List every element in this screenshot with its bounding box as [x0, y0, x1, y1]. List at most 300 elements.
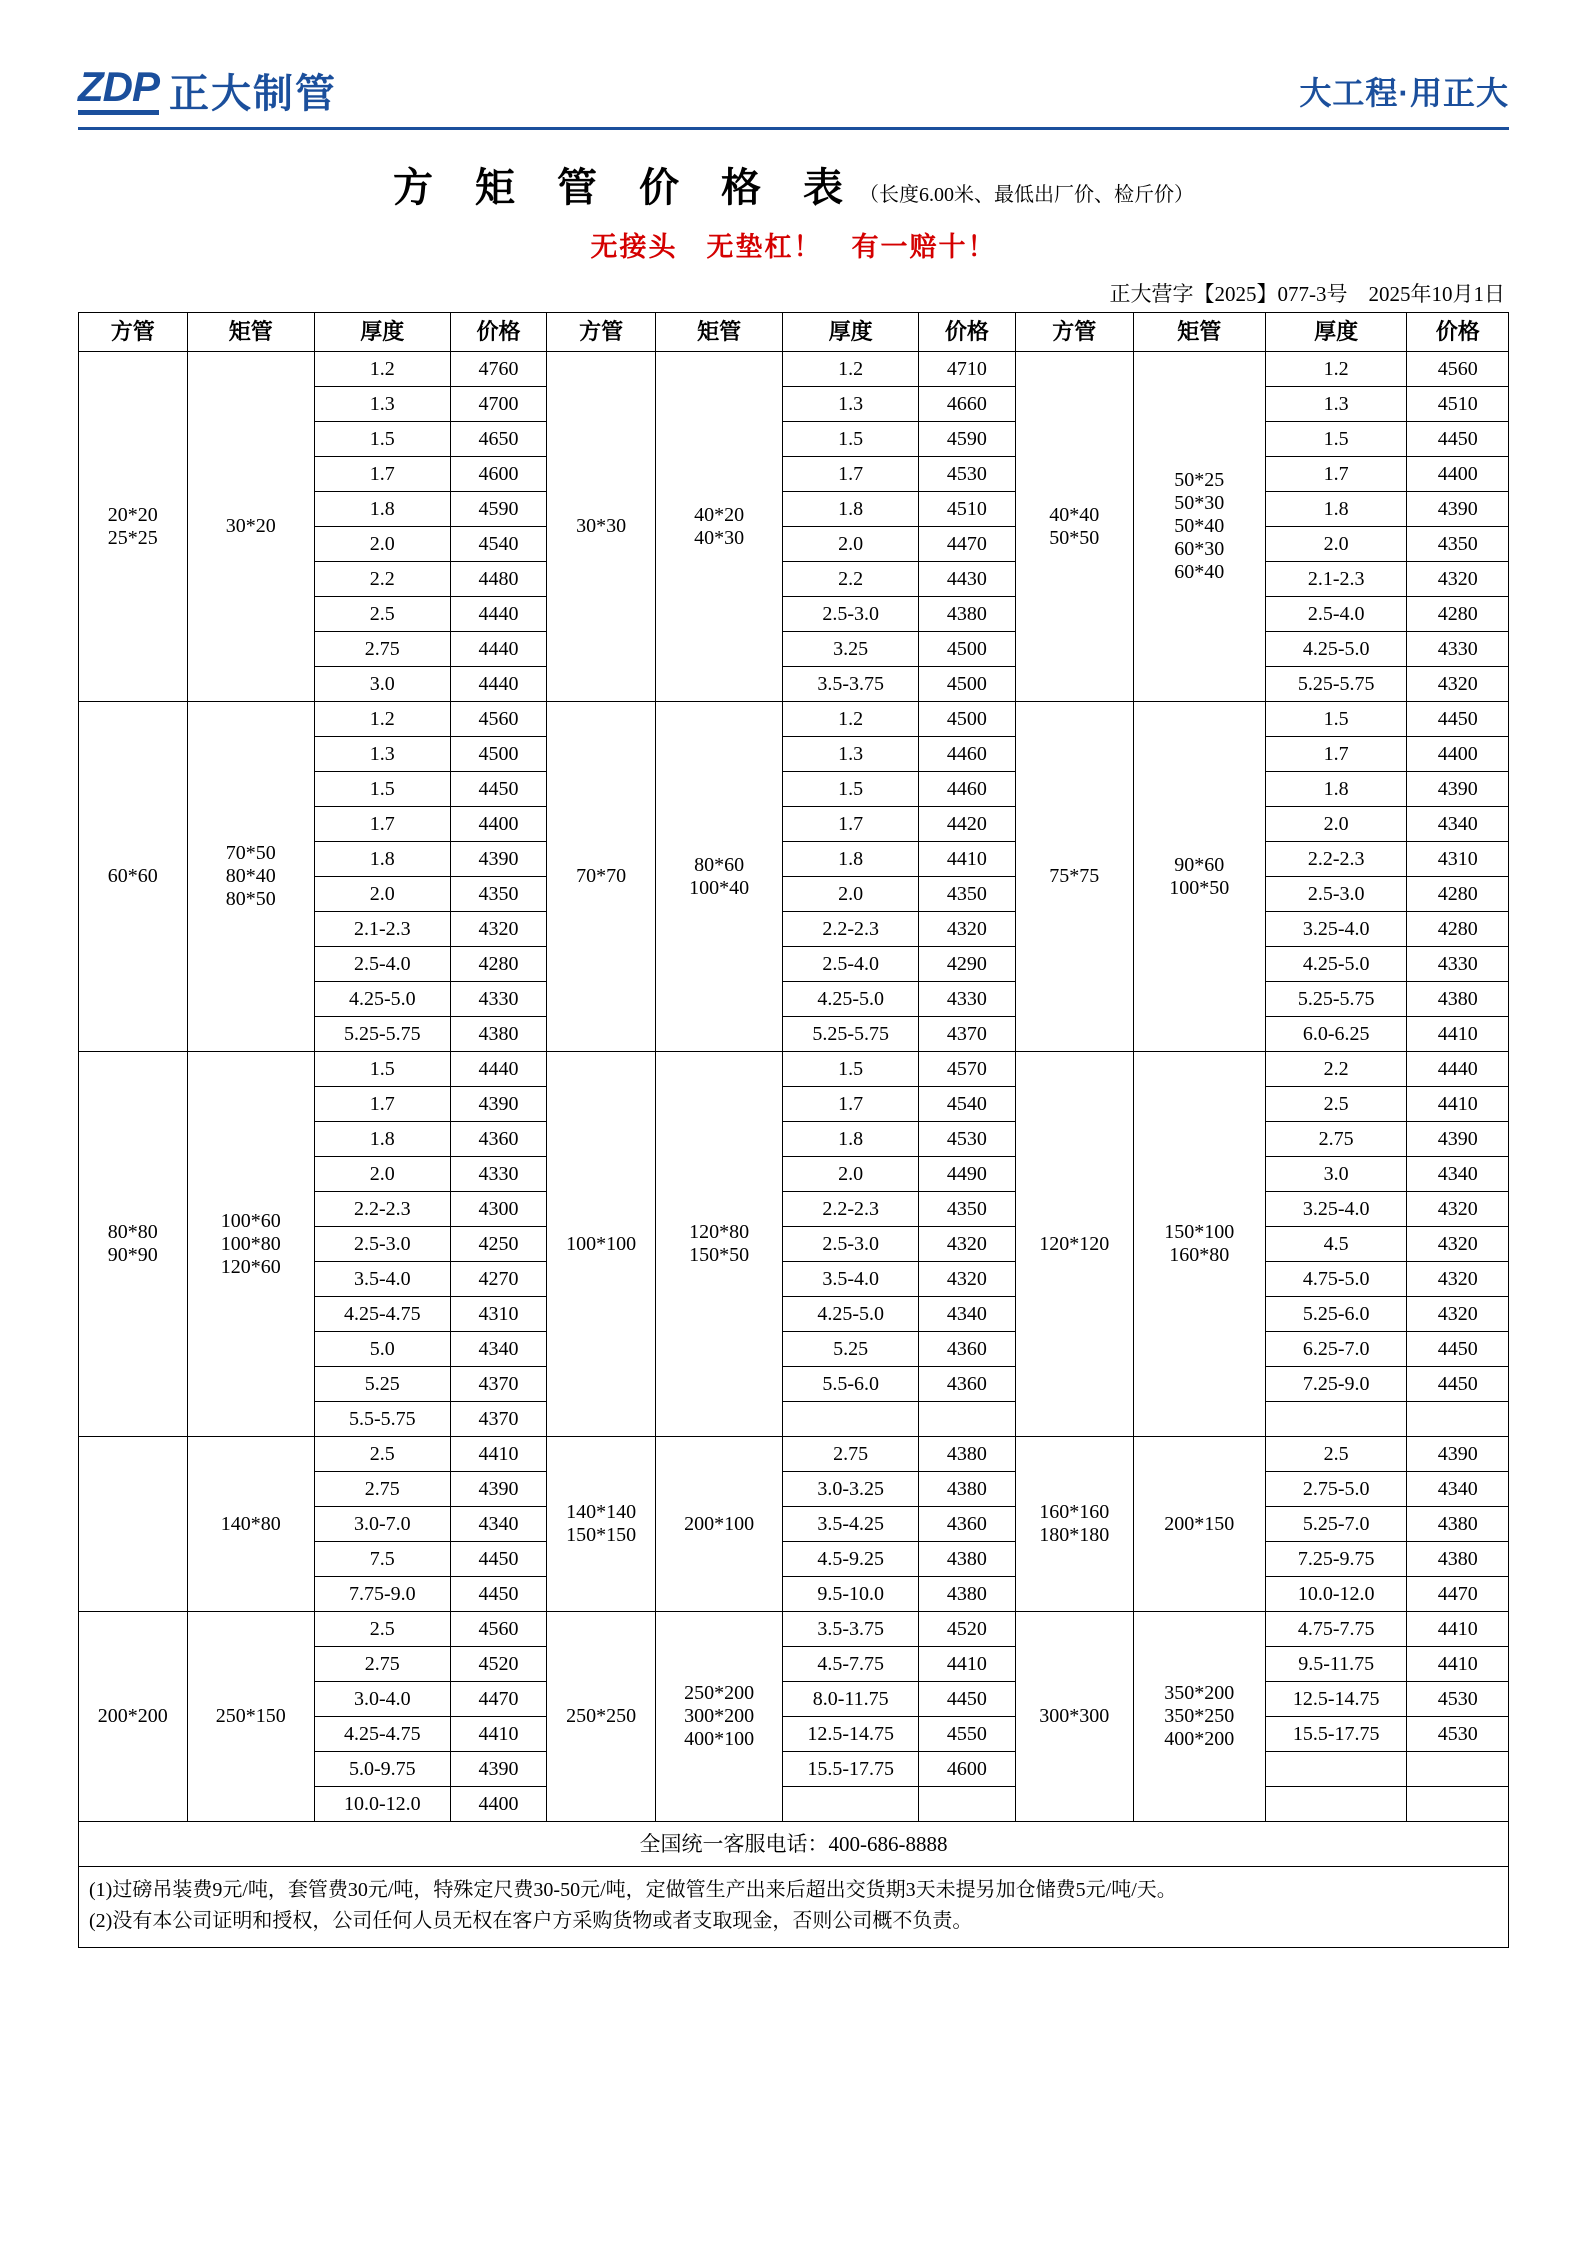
- thickness-cell: 5.25-7.0: [1265, 1507, 1407, 1542]
- thickness-cell: 2.2: [1265, 1052, 1407, 1087]
- thickness-cell: 1.5: [1265, 702, 1407, 737]
- thickness-cell: 1.5: [1265, 422, 1407, 457]
- price-cell: 4410: [450, 1437, 547, 1472]
- rect-spec-cell: 30*20: [187, 352, 314, 702]
- thickness-cell: 2.2-2.3: [314, 1192, 450, 1227]
- square-spec-cell: 60*60: [79, 702, 188, 1052]
- thickness-cell: 1.7: [314, 457, 450, 492]
- page-header: [78, 0, 1509, 119]
- brand-name: 正大制管: [169, 72, 337, 116]
- rect-spec-cell: 40*20 40*30: [655, 352, 782, 702]
- thickness-cell: 7.25-9.75: [1265, 1542, 1407, 1577]
- thickness-cell: 9.5-11.75: [1265, 1647, 1407, 1682]
- thickness-cell: 3.5-3.75: [783, 667, 919, 702]
- thickness-cell: 4.25-4.75: [314, 1297, 450, 1332]
- price-cell: 4600: [919, 1752, 1016, 1787]
- rect-spec-cell: 80*60 100*40: [655, 702, 782, 1052]
- table-row: [79, 1612, 1509, 1647]
- price-cell: 4380: [919, 1472, 1016, 1507]
- thickness-cell: 2.2-2.3: [783, 912, 919, 947]
- price-cell: 4410: [1407, 1647, 1509, 1682]
- thickness-cell: 10.0-12.0: [314, 1787, 450, 1822]
- price-cell: 4330: [1407, 947, 1509, 982]
- thickness-cell: 12.5-14.75: [1265, 1682, 1407, 1717]
- price-cell: 4330: [1407, 632, 1509, 667]
- thickness-cell: 2.5: [314, 1612, 450, 1647]
- thickness-cell: 3.0-7.0: [314, 1507, 450, 1542]
- price-cell: 4330: [450, 1157, 547, 1192]
- price-cell: 4270: [450, 1262, 547, 1297]
- thickness-cell: 1.7: [783, 457, 919, 492]
- thickness-cell: 1.2: [314, 352, 450, 387]
- price-cell: 4520: [450, 1647, 547, 1682]
- price-cell: 4590: [450, 492, 547, 527]
- table-row: [79, 1437, 1509, 1472]
- rect-spec-cell: 50*25 50*30 50*40 60*30 60*40: [1133, 352, 1265, 702]
- price-cell: 4410: [919, 842, 1016, 877]
- price-cell: 4440: [1407, 1052, 1509, 1087]
- thickness-cell: 4.25-5.0: [1265, 947, 1407, 982]
- price-cell: 4390: [450, 1087, 547, 1122]
- thickness-cell: 1.2: [314, 702, 450, 737]
- price-cell: 4310: [1407, 842, 1509, 877]
- table-header-row: [79, 313, 1509, 352]
- col-header: 厚度: [783, 313, 919, 352]
- rect-spec-cell: 70*50 80*40 80*50: [187, 702, 314, 1052]
- header-divider: [78, 127, 1509, 130]
- thickness-cell: 4.25-4.75: [314, 1717, 450, 1752]
- price-cell: [1407, 1402, 1509, 1437]
- col-header: 方管: [547, 313, 656, 352]
- price-cell: 4530: [1407, 1717, 1509, 1752]
- price-cell: 4320: [919, 1227, 1016, 1262]
- thickness-cell: 5.25-5.75: [1265, 667, 1407, 702]
- price-cell: 4410: [1407, 1087, 1509, 1122]
- price-cell: 4500: [919, 632, 1016, 667]
- thickness-cell: 15.5-17.75: [783, 1752, 919, 1787]
- thickness-cell: 6.0-6.25: [1265, 1017, 1407, 1052]
- table-body: [79, 352, 1509, 1822]
- thickness-cell: 1.8: [783, 842, 919, 877]
- price-cell: 4450: [1407, 702, 1509, 737]
- thickness-cell: 2.5-3.0: [1265, 877, 1407, 912]
- square-spec-cell: 200*200: [79, 1612, 188, 1822]
- thickness-cell: 8.0-11.75: [783, 1682, 919, 1717]
- thickness-cell: 2.2: [783, 562, 919, 597]
- thickness-cell: 2.0: [1265, 527, 1407, 562]
- note-2: (2)没有本公司证明和授权，公司任何人员无权在客户方采购货物或者支取现金，否则公司概不负责。: [89, 1910, 973, 1932]
- price-cell: 4450: [1407, 422, 1509, 457]
- thickness-cell: 6.25-7.0: [1265, 1332, 1407, 1367]
- price-cell: 4380: [919, 1577, 1016, 1612]
- thickness-cell: 5.0-9.75: [314, 1752, 450, 1787]
- price-cell: 4360: [919, 1507, 1016, 1542]
- rect-spec-cell: 350*200 350*250 400*200: [1133, 1612, 1265, 1822]
- thickness-cell: 3.0-3.25: [783, 1472, 919, 1507]
- rect-spec-cell: 200*150: [1133, 1437, 1265, 1612]
- thickness-cell: 1.2: [1265, 352, 1407, 387]
- col-header: 厚度: [314, 313, 450, 352]
- slogan: 大工程·用正大: [1299, 74, 1509, 111]
- thickness-cell: 2.75-5.0: [1265, 1472, 1407, 1507]
- price-cell: 4380: [919, 1437, 1016, 1472]
- price-cell: 4340: [1407, 807, 1509, 842]
- price-cell: 4390: [1407, 1437, 1509, 1472]
- thickness-cell: 2.5: [1265, 1437, 1407, 1472]
- rect-spec-cell: 90*60 100*50: [1133, 702, 1265, 1052]
- thickness-cell: 5.0: [314, 1332, 450, 1367]
- promo-text: 无接头 无垫杠！ 有一赔十！: [590, 232, 997, 262]
- thickness-cell: 2.75: [314, 1472, 450, 1507]
- thickness-cell: 1.8: [1265, 772, 1407, 807]
- square-spec-cell: [79, 1437, 188, 1612]
- col-header: 矩管: [187, 313, 314, 352]
- thickness-cell: 5.25-5.75: [1265, 982, 1407, 1017]
- price-cell: 4710: [919, 352, 1016, 387]
- rect-spec-cell: 140*80: [187, 1437, 314, 1612]
- price-cell: 4440: [450, 1052, 547, 1087]
- price-cell: 4350: [1407, 527, 1509, 562]
- document-number: 正大营字【2025】077-3号 2025年10月1日: [1109, 282, 1505, 306]
- table-row: [79, 702, 1509, 737]
- price-cell: 4310: [450, 1297, 547, 1332]
- col-header: 厚度: [1265, 313, 1407, 352]
- thickness-cell: 4.25-5.0: [783, 982, 919, 1017]
- thickness-cell: [783, 1787, 919, 1822]
- thickness-cell: 1.8: [783, 492, 919, 527]
- price-cell: 4530: [919, 1122, 1016, 1157]
- price-cell: 4280: [1407, 912, 1509, 947]
- price-cell: 4760: [450, 352, 547, 387]
- thickness-cell: 2.75: [314, 1647, 450, 1682]
- price-cell: 4320: [1407, 1262, 1509, 1297]
- thickness-cell: 3.25-4.0: [1265, 912, 1407, 947]
- price-cell: 4600: [450, 457, 547, 492]
- thickness-cell: 4.5-7.75: [783, 1647, 919, 1682]
- price-cell: 4390: [1407, 772, 1509, 807]
- table-row: [79, 1052, 1509, 1087]
- price-cell: 4380: [919, 597, 1016, 632]
- thickness-cell: 3.0: [1265, 1157, 1407, 1192]
- price-cell: 4450: [1407, 1367, 1509, 1402]
- price-cell: 4480: [450, 562, 547, 597]
- thickness-cell: [1265, 1752, 1407, 1787]
- price-cell: 4540: [450, 527, 547, 562]
- thickness-cell: 4.25-5.0: [783, 1297, 919, 1332]
- page-title: 方 矩 管 价 格 表: [393, 165, 859, 210]
- price-cell: 4700: [450, 387, 547, 422]
- price-cell: 4340: [1407, 1472, 1509, 1507]
- price-cell: 4360: [450, 1122, 547, 1157]
- price-cell: 4450: [450, 1577, 547, 1612]
- thickness-cell: 2.0: [1265, 807, 1407, 842]
- thickness-cell: 2.2: [314, 562, 450, 597]
- price-cell: 4400: [450, 807, 547, 842]
- price-cell: 4540: [919, 1087, 1016, 1122]
- zdp-logo: ZDP: [78, 66, 159, 115]
- price-cell: 4380: [450, 1017, 547, 1052]
- thickness-cell: 4.5: [1265, 1227, 1407, 1262]
- thickness-cell: 1.5: [314, 422, 450, 457]
- thickness-cell: 5.25: [314, 1367, 450, 1402]
- price-cell: 4380: [1407, 1542, 1509, 1577]
- thickness-cell: 1.7: [783, 1087, 919, 1122]
- thickness-cell: 1.7: [783, 807, 919, 842]
- price-cell: 4430: [919, 562, 1016, 597]
- price-cell: 4410: [450, 1717, 547, 1752]
- price-cell: 4550: [919, 1717, 1016, 1752]
- thickness-cell: 1.7: [314, 807, 450, 842]
- thickness-cell: 3.0-4.0: [314, 1682, 450, 1717]
- price-cell: [919, 1402, 1016, 1437]
- thickness-cell: [1265, 1787, 1407, 1822]
- price-cell: 4560: [1407, 352, 1509, 387]
- thickness-cell: 1.3: [783, 737, 919, 772]
- price-cell: 4450: [450, 1542, 547, 1577]
- thickness-cell: 2.2-2.3: [1265, 842, 1407, 877]
- price-cell: 4300: [450, 1192, 547, 1227]
- price-cell: 4470: [450, 1682, 547, 1717]
- price-cell: 4450: [919, 1682, 1016, 1717]
- thickness-cell: 2.75: [314, 632, 450, 667]
- price-cell: 4500: [919, 702, 1016, 737]
- thickness-cell: 1.3: [314, 387, 450, 422]
- price-cell: [1407, 1752, 1509, 1787]
- price-cell: 4280: [1407, 877, 1509, 912]
- price-cell: 4490: [919, 1157, 1016, 1192]
- thickness-cell: 5.5-6.0: [783, 1367, 919, 1402]
- price-cell: 4530: [919, 457, 1016, 492]
- price-cell: 4400: [1407, 737, 1509, 772]
- price-cell: 4460: [919, 772, 1016, 807]
- price-cell: 4320: [450, 912, 547, 947]
- col-header: 价格: [1407, 313, 1509, 352]
- price-cell: 4530: [1407, 1682, 1509, 1717]
- thickness-cell: 9.5-10.0: [783, 1577, 919, 1612]
- price-cell: 4460: [919, 737, 1016, 772]
- thickness-cell: 7.25-9.0: [1265, 1367, 1407, 1402]
- thickness-cell: 2.1-2.3: [1265, 562, 1407, 597]
- price-cell: 4340: [450, 1507, 547, 1542]
- thickness-cell: 7.75-9.0: [314, 1577, 450, 1612]
- price-cell: 4390: [1407, 492, 1509, 527]
- square-spec-cell: 300*300: [1015, 1612, 1133, 1822]
- rect-spec-cell: 150*100 160*80: [1133, 1052, 1265, 1437]
- thickness-cell: [783, 1402, 919, 1437]
- thickness-cell: 5.25-6.0: [1265, 1297, 1407, 1332]
- price-cell: 4660: [919, 387, 1016, 422]
- price-cell: 4560: [450, 1612, 547, 1647]
- price-cell: 4500: [919, 667, 1016, 702]
- thickness-cell: 4.25-5.0: [314, 982, 450, 1017]
- rect-spec-cell: 200*100: [655, 1437, 782, 1612]
- rect-spec-cell: 250*150: [187, 1612, 314, 1822]
- thickness-cell: 1.8: [1265, 492, 1407, 527]
- price-cell: [919, 1787, 1016, 1822]
- thickness-cell: 4.5-9.25: [783, 1542, 919, 1577]
- col-header: 矩管: [655, 313, 782, 352]
- price-cell: 4440: [450, 632, 547, 667]
- price-cell: 4470: [1407, 1577, 1509, 1612]
- table-row: [79, 352, 1509, 387]
- price-cell: 4570: [919, 1052, 1016, 1087]
- square-spec-cell: 30*30: [547, 352, 656, 702]
- price-cell: 4320: [1407, 1227, 1509, 1262]
- price-cell: 4250: [450, 1227, 547, 1262]
- price-cell: 4280: [450, 947, 547, 982]
- thickness-cell: 2.5: [1265, 1087, 1407, 1122]
- square-spec-cell: 120*120: [1015, 1052, 1133, 1437]
- price-cell: 4520: [919, 1612, 1016, 1647]
- thickness-cell: 2.2-2.3: [783, 1192, 919, 1227]
- thickness-cell: 2.75: [1265, 1122, 1407, 1157]
- thickness-cell: 3.0: [314, 667, 450, 702]
- price-cell: 4500: [450, 737, 547, 772]
- thickness-cell: 1.8: [314, 492, 450, 527]
- price-cell: 4510: [919, 492, 1016, 527]
- thickness-cell: 1.7: [314, 1087, 450, 1122]
- thickness-cell: 1.5: [783, 772, 919, 807]
- thickness-cell: 1.3: [1265, 387, 1407, 422]
- thickness-cell: 2.0: [783, 877, 919, 912]
- thickness-cell: 12.5-14.75: [783, 1717, 919, 1752]
- price-cell: 4370: [450, 1402, 547, 1437]
- price-cell: 4450: [450, 772, 547, 807]
- price-cell: 4410: [1407, 1612, 1509, 1647]
- thickness-cell: 1.7: [1265, 737, 1407, 772]
- thickness-cell: 5.25: [783, 1332, 919, 1367]
- thickness-cell: 2.75: [783, 1437, 919, 1472]
- col-header: 方管: [1015, 313, 1133, 352]
- thickness-cell: 1.2: [783, 352, 919, 387]
- brand: [78, 62, 337, 119]
- price-cell: 4320: [1407, 562, 1509, 597]
- price-cell: 4560: [450, 702, 547, 737]
- price-cell: 4510: [1407, 387, 1509, 422]
- thickness-cell: 2.5-3.0: [783, 597, 919, 632]
- price-cell: 4290: [919, 947, 1016, 982]
- square-spec-cell: 80*80 90*90: [79, 1052, 188, 1437]
- thickness-cell: 2.5-3.0: [314, 1227, 450, 1262]
- thickness-cell: 2.5: [314, 1437, 450, 1472]
- price-cell: 4340: [450, 1332, 547, 1367]
- price-cell: 4380: [919, 1542, 1016, 1577]
- col-header: 方管: [79, 313, 188, 352]
- thickness-cell: 3.5-4.0: [783, 1262, 919, 1297]
- price-cell: 4410: [1407, 1017, 1509, 1052]
- price-cell: 4320: [919, 912, 1016, 947]
- price-cell: 4320: [1407, 1297, 1509, 1332]
- price-cell: 4360: [919, 1367, 1016, 1402]
- thickness-cell: 3.5-4.0: [314, 1262, 450, 1297]
- thickness-cell: 5.5-5.75: [314, 1402, 450, 1437]
- square-spec-cell: 160*160 180*180: [1015, 1437, 1133, 1612]
- thickness-cell: 2.0: [783, 1157, 919, 1192]
- thickness-cell: 2.5-4.0: [783, 947, 919, 982]
- price-cell: 4350: [919, 1192, 1016, 1227]
- thickness-cell: 2.5: [314, 597, 450, 632]
- price-cell: 4590: [919, 422, 1016, 457]
- square-spec-cell: 100*100: [547, 1052, 656, 1437]
- price-cell: 4320: [1407, 667, 1509, 702]
- thickness-cell: 7.5: [314, 1542, 450, 1577]
- thickness-cell: 2.5-4.0: [1265, 597, 1407, 632]
- thickness-cell: 1.3: [314, 737, 450, 772]
- price-cell: 4280: [1407, 597, 1509, 632]
- thickness-cell: 4.75-5.0: [1265, 1262, 1407, 1297]
- thickness-cell: 3.5-4.25: [783, 1507, 919, 1542]
- thickness-cell: 1.7: [1265, 457, 1407, 492]
- thickness-cell: 1.8: [314, 842, 450, 877]
- price-cell: 4440: [450, 667, 547, 702]
- price-cell: 4390: [450, 842, 547, 877]
- price-cell: 4390: [450, 1472, 547, 1507]
- rect-spec-cell: 250*200 300*200 400*100: [655, 1612, 782, 1822]
- thickness-cell: 2.5-3.0: [783, 1227, 919, 1262]
- price-cell: 4370: [919, 1017, 1016, 1052]
- thickness-cell: 4.75-7.75: [1265, 1612, 1407, 1647]
- price-cell: 4450: [1407, 1332, 1509, 1367]
- thickness-cell: 1.8: [314, 1122, 450, 1157]
- price-cell: 4650: [450, 422, 547, 457]
- hotline: 全国统一客服电话：400-686-8888: [78, 1822, 1509, 1867]
- price-cell: 4330: [919, 982, 1016, 1017]
- price-table: [78, 312, 1509, 1822]
- price-cell: 4470: [919, 527, 1016, 562]
- square-spec-cell: 140*140 150*150: [547, 1437, 656, 1612]
- thickness-cell: 15.5-17.75: [1265, 1717, 1407, 1752]
- thickness-cell: 4.25-5.0: [1265, 632, 1407, 667]
- thickness-cell: 1.5: [783, 1052, 919, 1087]
- thickness-cell: 2.0: [314, 877, 450, 912]
- price-cell: 4360: [919, 1332, 1016, 1367]
- price-cell: 4400: [1407, 457, 1509, 492]
- thickness-cell: 2.0: [783, 527, 919, 562]
- title-note: （长度6.00米、最低出厂价、检斤价）: [859, 184, 1194, 206]
- thickness-cell: 2.5-4.0: [314, 947, 450, 982]
- rect-spec-cell: 120*80 150*50: [655, 1052, 782, 1437]
- thickness-cell: 3.5-3.75: [783, 1612, 919, 1647]
- price-cell: 4390: [1407, 1122, 1509, 1157]
- thickness-cell: 5.25-5.75: [314, 1017, 450, 1052]
- price-cell: 4380: [1407, 982, 1509, 1017]
- price-cell: 4340: [1407, 1157, 1509, 1192]
- thickness-cell: 1.5: [314, 1052, 450, 1087]
- price-cell: 4340: [919, 1297, 1016, 1332]
- notes-block: [78, 1867, 1509, 1948]
- price-cell: 4440: [450, 597, 547, 632]
- thickness-cell: 2.0: [314, 1157, 450, 1192]
- price-cell: 4330: [450, 982, 547, 1017]
- col-header: 价格: [919, 313, 1016, 352]
- square-spec-cell: 70*70: [547, 702, 656, 1052]
- thickness-cell: 3.25-4.0: [1265, 1192, 1407, 1227]
- thickness-cell: 2.0: [314, 527, 450, 562]
- thickness-cell: 10.0-12.0: [1265, 1577, 1407, 1612]
- thickness-cell: [1265, 1402, 1407, 1437]
- square-spec-cell: 20*20 25*25: [79, 352, 188, 702]
- title-row: [78, 156, 1509, 213]
- price-cell: 4320: [1407, 1192, 1509, 1227]
- square-spec-cell: 75*75: [1015, 702, 1133, 1052]
- thickness-cell: 2.1-2.3: [314, 912, 450, 947]
- price-cell: 4350: [450, 877, 547, 912]
- thickness-cell: 1.3: [783, 387, 919, 422]
- price-cell: 4420: [919, 807, 1016, 842]
- thickness-cell: 1.5: [314, 772, 450, 807]
- thickness-cell: 1.2: [783, 702, 919, 737]
- price-cell: [1407, 1787, 1509, 1822]
